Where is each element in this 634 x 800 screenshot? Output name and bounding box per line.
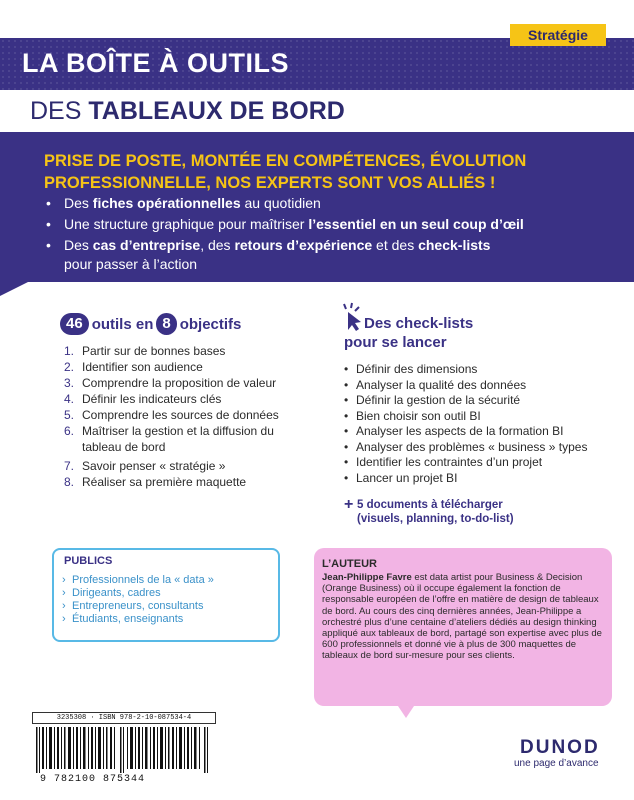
- list-item: 7. Savoir penser « stratégie »: [64, 459, 226, 473]
- list-item: › Professionnels de la « data »: [62, 574, 214, 586]
- list-item: › Dirigeants, cadres: [62, 587, 161, 599]
- list-item: • Définir des dimensions: [344, 362, 478, 376]
- list-item: 2. Identifier son audience: [64, 360, 203, 374]
- author-bio-text: est data artist pour Business & Decision (Orange Business) où il occupe également la fonction de responsable européen de l’offre en matière de design de tableaux de bord. Au cours des cinq dernières années, Jean-Philippe a orchestré plus d’une centaine d’ateliers dédiés au design thinking appliqué aux tableaux de bord, partagé son expertise avec plus de 600 professionnels et donné vie à plus de 300 maquettes de tableaux de bord sur-mesure pour ses clients.: [322, 572, 602, 662]
- author-bio: [322, 572, 604, 662]
- promo-headline: [44, 150, 604, 194]
- title-prefix: DES: [30, 97, 89, 125]
- checklists-title-line2: pour se lancer: [344, 334, 447, 351]
- isbn-number: 9 782100 875344: [40, 774, 146, 785]
- checklists-list: [344, 362, 614, 486]
- tools-count: 46: [60, 313, 89, 335]
- promo-bullets: [46, 194, 606, 276]
- checklists-title-line1: Des check-lists: [364, 315, 474, 332]
- plus-icon: +: [344, 496, 354, 513]
- list-item: › Entrepreneurs, consultants: [62, 600, 204, 612]
- list-item: • Bien choisir son outil BI: [344, 408, 481, 423]
- chevron-right-icon: ›: [62, 574, 66, 586]
- list-item: 5. Comprendre les sources de données: [64, 408, 279, 422]
- list-item: • Définir la gestion de la sécurité: [344, 393, 521, 407]
- list-item: › Étudiants, enseignants: [62, 613, 184, 625]
- objectives-label: objectifs: [179, 315, 242, 333]
- list-item: 6. Maîtriser la gestion et la diffusion du: [64, 424, 274, 438]
- publics-list: [62, 574, 272, 626]
- promo-bullet-2: • Une structure graphique pour maîtriser l’essentiel en un seul coup d’œil: [46, 216, 524, 232]
- chevron-right-icon: ›: [62, 613, 66, 625]
- list-item: • Analyser des problèmes « business » types: [344, 439, 588, 454]
- headline-line1: PRISE DE POSTE, MONTÉE EN COMPÉTENCES, ÉVOLUTION: [44, 152, 527, 170]
- list-item: 1. Partir sur de bonnes bases: [64, 344, 226, 358]
- headline-line2: PROFESSIONNELLE, NOS EXPERTS SONT VOS ALLIÉS !: [44, 174, 496, 192]
- promo-panel-tail: [0, 282, 28, 296]
- checklists-title: [344, 314, 473, 352]
- objectives-heading: [60, 313, 244, 337]
- title-bold: TABLEAUX DE BORD: [88, 97, 345, 125]
- author-box-tail: [398, 706, 414, 718]
- chevron-right-icon: ›: [62, 600, 66, 612]
- list-item: 3. Comprendre la proposition de valeur: [64, 376, 277, 390]
- publics-title: PUBLICS: [64, 555, 113, 567]
- download-note: [357, 498, 514, 526]
- barcode: [34, 727, 214, 773]
- objectives-list: [64, 344, 304, 491]
- promo-bullet-3: • Des cas d’entreprise, des retours d’expérience et des check-lists pour passer à l’action: [46, 237, 491, 272]
- list-item: • Identifier les contraintes d’un projet: [344, 455, 543, 469]
- author-name: Jean-Philippe Favre: [322, 572, 412, 583]
- author-title: L’AUTEUR: [322, 558, 377, 570]
- list-item: 8. Réaliser sa première maquette: [64, 475, 247, 489]
- book-title-line1: LA BOÎTE À OUTILS: [22, 48, 289, 78]
- promo-bullet-1: • Des fiches opérationnelles au quotidien: [46, 195, 321, 211]
- bullet-icon: •: [46, 216, 51, 232]
- download-line1: 5 documents à télécharger: [357, 499, 503, 511]
- list-item: 4. Définir les indicateurs clés: [64, 392, 222, 406]
- bullet-icon: •: [46, 195, 51, 211]
- category-badge: Stratégie: [510, 24, 606, 46]
- bullet-icon: •: [46, 237, 51, 253]
- list-item: tableau de bord: [82, 440, 166, 454]
- tools-label: outils en: [91, 315, 154, 333]
- book-title-line2: [30, 97, 345, 126]
- list-item: • Analyser la qualité des données: [344, 377, 527, 392]
- publisher-tagline: une page d’avance: [514, 758, 599, 769]
- list-item: • Lancer un projet BI: [344, 470, 458, 485]
- publisher-logo: DUNOD: [520, 737, 600, 758]
- list-item: • Analyser les aspects de la formation BI: [344, 424, 564, 438]
- isbn-label: 3235308 · ISBN 978-2-10-087534-4: [32, 712, 216, 724]
- download-line2: (visuels, planning, to-do-list): [357, 513, 514, 525]
- chevron-right-icon: ›: [62, 587, 66, 599]
- objectives-count: 8: [156, 313, 176, 335]
